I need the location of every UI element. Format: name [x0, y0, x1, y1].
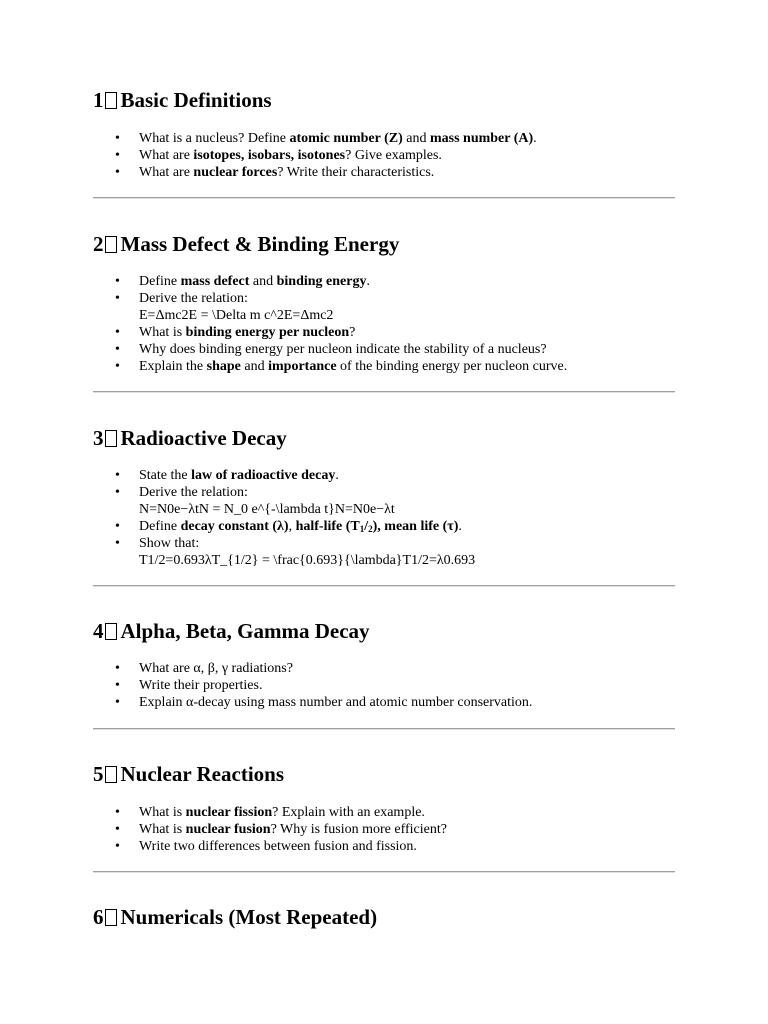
section-divider: [93, 728, 675, 730]
section-basic-definitions: [93, 88, 675, 181]
section-radioactive-decay: [93, 426, 675, 569]
text-run: ? Why is fusion more efficient?: [270, 822, 447, 837]
section-number: 6: [93, 905, 104, 929]
section-number: 2: [93, 232, 104, 256]
section-title: Numericals (Most Repeated): [120, 905, 378, 929]
question-text: [139, 164, 675, 181]
list-item: [93, 147, 675, 164]
bold-term: ), mean life (τ): [372, 519, 459, 534]
text-run: ?: [349, 325, 356, 340]
text-run: and: [249, 274, 277, 289]
missing-glyph-icon: [105, 92, 117, 109]
subscript: 2: [368, 524, 373, 534]
bold-term: law of radioactive decay: [191, 468, 336, 483]
bold-term: mass number (A): [429, 131, 534, 146]
question-text: [139, 838, 675, 855]
list-item: [93, 535, 675, 569]
section-number: 5: [93, 762, 104, 786]
text-run: What is: [139, 805, 186, 820]
bold-term: mass defect: [180, 274, 250, 289]
text-run: What are: [139, 165, 194, 180]
question-text: [139, 273, 675, 290]
text-run: .: [366, 274, 370, 289]
section-divider: [93, 585, 675, 587]
text-run: Show that:: [139, 536, 200, 551]
section-title: Radioactive Decay: [120, 426, 287, 450]
section-nuclear-reactions: [93, 762, 675, 855]
list-item: [93, 838, 675, 855]
question-text: [139, 290, 675, 307]
text-run: Why does binding energy per nucleon indicate the stability of a nucleus?: [139, 342, 547, 357]
text-run: Explain the: [139, 359, 207, 374]
bold-term: /: [364, 519, 369, 534]
text-run: and: [240, 359, 269, 374]
section-number: 3: [93, 426, 104, 450]
list-item: [93, 804, 675, 821]
section-numericals: [93, 905, 675, 929]
question-text: [139, 660, 675, 677]
section-heading: [93, 619, 675, 643]
bold-term: nuclear forces: [193, 165, 278, 180]
missing-glyph-icon: [105, 766, 117, 783]
question-text: [139, 130, 675, 147]
question-list: [93, 130, 675, 181]
question-text: [139, 518, 675, 535]
list-item: [93, 694, 675, 711]
text-run: .: [458, 519, 462, 534]
list-item: [93, 164, 675, 181]
missing-glyph-icon: [105, 623, 117, 640]
text-run: What is: [139, 822, 186, 837]
list-item: [93, 273, 675, 290]
text-run: of the binding energy per nucleon curve.: [336, 359, 568, 374]
text-run: State the: [139, 468, 192, 483]
text-run: What is a nucleus? Define: [139, 131, 290, 146]
section-title: Basic Definitions: [120, 88, 272, 112]
bold-term: binding energy per nucleon: [185, 325, 350, 340]
text-run: Define: [139, 519, 181, 534]
question-list: [93, 660, 675, 711]
section-divider: [93, 871, 675, 873]
section-heading: [93, 88, 675, 112]
text-run: Derive the relation:: [139, 485, 248, 500]
section-divider: [93, 391, 675, 393]
section-title: Mass Defect & Binding Energy: [120, 232, 400, 256]
bold-term: nuclear fusion: [185, 822, 271, 837]
missing-glyph-icon: [105, 909, 117, 926]
text-run: Write their properties.: [139, 678, 263, 693]
subscript: 1: [359, 524, 365, 534]
list-item: [93, 677, 675, 694]
question-text: [139, 694, 675, 711]
bold-term: half-life (T: [295, 519, 360, 534]
text-run: ? Give examples.: [345, 148, 442, 163]
question-text: [139, 484, 675, 501]
text-run: Explain α-decay using mass number and atomic number conservation.: [139, 695, 533, 710]
question-text: [139, 147, 675, 164]
question-text: [139, 467, 675, 484]
question-text: [139, 535, 675, 552]
list-item: [93, 130, 675, 147]
bold-term: importance: [268, 359, 337, 374]
question-text: [139, 821, 675, 838]
list-item: [93, 358, 675, 375]
list-item: [93, 324, 675, 341]
text-run: What are: [139, 148, 194, 163]
text-run: .: [335, 468, 339, 483]
question-text: [139, 341, 675, 358]
list-item: [93, 484, 675, 518]
missing-glyph-icon: [105, 236, 117, 253]
bold-term: decay constant (λ): [180, 519, 289, 534]
question-list: [93, 804, 675, 855]
text-run: ? Explain with an example.: [272, 805, 425, 820]
text-run: ? Write their characteristics.: [277, 165, 435, 180]
section-divider: [93, 197, 675, 199]
formula-line: N=N0e−λtN = N_0 e^{-\lambda t}N=N0e−λt: [139, 502, 395, 517]
question-text: [139, 804, 675, 821]
bold-term: atomic number (Z): [289, 131, 403, 146]
section-heading: [93, 426, 675, 450]
section-title: Nuclear Reactions: [120, 762, 284, 786]
formula-line: E=Δmc2E = \Delta m c^2E=Δmc2: [139, 308, 334, 323]
section-title: Alpha, Beta, Gamma Decay: [120, 619, 370, 643]
section-number: 1: [93, 88, 104, 112]
list-item: [93, 660, 675, 677]
text-run: What is: [139, 325, 186, 340]
list-item: [93, 821, 675, 838]
section-alpha-beta-gamma-decay: [93, 619, 675, 711]
bold-term: shape: [206, 359, 241, 374]
section-number: 4: [93, 619, 104, 643]
question-list: [93, 467, 675, 569]
section-heading: [93, 762, 675, 786]
bold-term: isotopes, isobars, isotones: [193, 148, 346, 163]
question-list: [93, 273, 675, 375]
text-run: ,: [288, 519, 296, 534]
text-run: .: [533, 131, 537, 146]
text-run: Write two differences between fusion and fission.: [139, 839, 417, 854]
question-text: [139, 358, 675, 375]
text-run: Derive the relation:: [139, 291, 248, 306]
question-text: [139, 324, 675, 341]
list-item: [93, 518, 675, 535]
section-mass-defect-binding-energy: [93, 232, 675, 375]
list-item: [93, 467, 675, 484]
missing-glyph-icon: [105, 430, 117, 447]
text-run: and: [402, 131, 430, 146]
bold-term: nuclear fission: [185, 805, 273, 820]
section-heading: [93, 905, 675, 929]
list-item: [93, 341, 675, 358]
text-run: What are α, β, γ radiations?: [139, 661, 293, 676]
question-text: [139, 677, 675, 694]
section-heading: [93, 232, 675, 256]
list-item: [93, 290, 675, 324]
bold-term: binding energy: [276, 274, 367, 289]
text-run: Define: [139, 274, 181, 289]
formula-line: T1/2=0.693λT_{1/2} = \frac{0.693}{\lambda}T1/2=λ0.693: [139, 553, 476, 568]
